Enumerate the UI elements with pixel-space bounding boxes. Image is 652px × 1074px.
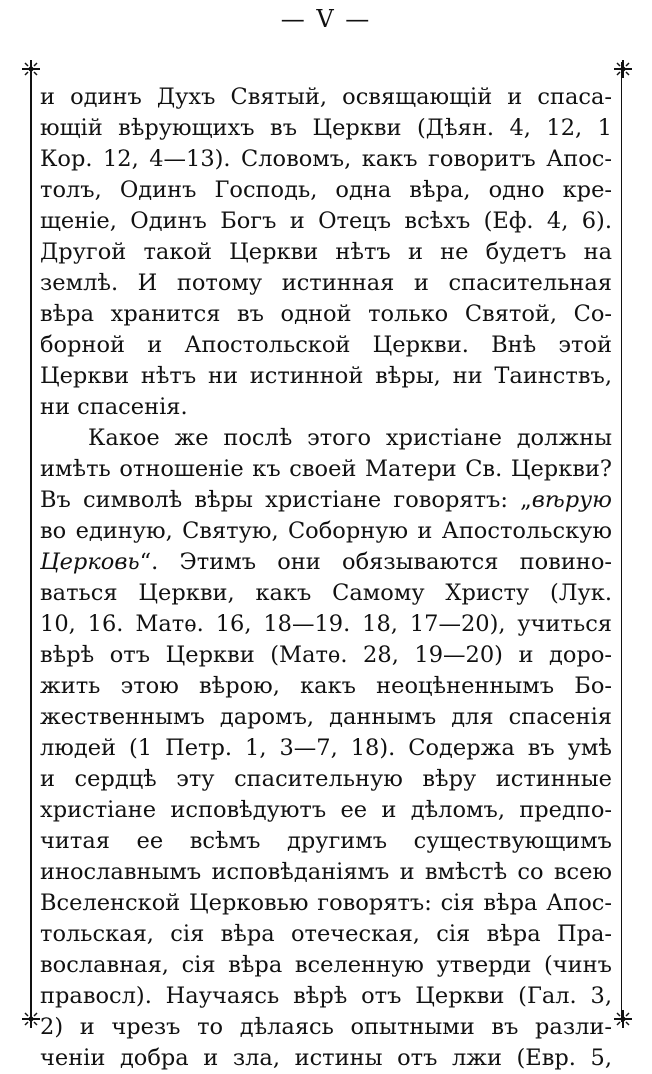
left-border-rule — [30, 62, 32, 1022]
text-line: Какое же послѣ этого христіане должны — [88, 425, 612, 451]
bottom-left-ornament-icon — [20, 1008, 42, 1030]
page-number: — V — — [280, 5, 372, 33]
text-segment: Въ символѣ вѣры христіане говорятъ: „ — [40, 487, 532, 513]
text-line: Другой такой Церкви нѣтъ и не будетъ на — [40, 239, 612, 265]
text-line: жественнымъ даромъ, даннымъ для спасенія — [40, 704, 612, 730]
text-line: щеніе, Одинъ Богъ и Отецъ всѣхъ (Еф. 4, 6). — [40, 208, 612, 234]
text-line: вѣра хранится въ одной только Святой, Со- — [40, 301, 612, 327]
text-line: имѣть отношеніе къ своей Матери Св. Церкви? — [40, 456, 612, 482]
text-line: людей (1 Петр. 1, 3—7, 18). Содержа въ умѣ — [40, 735, 612, 761]
text-line: тольская, сія вѣра отеческая, сія вѣра Пра- — [40, 921, 612, 947]
text-line: и одинъ Духъ Святый, освящающій и спаса- — [40, 84, 612, 110]
italic-quote: вѣрую — [531, 487, 612, 513]
text-line: вѣрѣ отъ Церкви (Матѳ. 28, 19—20) и доро- — [40, 642, 612, 668]
text-line: Вселенской Церковью говорятъ: сія вѣра Апос- — [40, 890, 612, 916]
text-line: Кор. 12, 4—13). Словомъ, какъ говоритъ Апос- — [40, 146, 612, 172]
text-line: христіане исповѣдуютъ ее и дѣломъ, предпо- — [40, 797, 612, 823]
text-line: ни спасенія. — [40, 394, 188, 420]
text-segment: “. Этимъ они обязываются повино- — [139, 549, 612, 575]
text-line: ющій вѣрующихъ въ Церкви (Дѣян. 4, 12, 1 — [40, 115, 612, 141]
text-line: толъ, Одинъ Господь, одна вѣра, одно кре- — [40, 177, 612, 203]
right-border-rule — [621, 62, 623, 1022]
text-line: 2) и чрезъ то дѣлаясь опытными въ разли- — [40, 1014, 612, 1040]
text-line: инославнымъ исповѣданіямъ и вмѣстѣ со всею — [40, 859, 612, 885]
text-line: ваться Церкви, какъ Самому Христу (Лук. — [40, 580, 612, 606]
text-line — [40, 485, 612, 516]
body-text — [40, 82, 612, 1074]
bottom-right-ornament-icon — [612, 1008, 634, 1030]
italic-quote-line: во единую, Святую, Соборную и Апостольскую — [40, 518, 612, 544]
text-line — [40, 547, 612, 578]
text-line: борной и Апостольской Церкви. Внѣ этой — [40, 332, 612, 358]
text-line: вославная, сія вѣра вселенную утверди (чинъ — [40, 952, 612, 978]
top-right-ornament-icon — [612, 58, 634, 80]
text-line: 10, 16. Матѳ. 16, 18—19. 18, 17—20), учиться — [40, 611, 612, 637]
text-line: жить этою вѣрою, какъ неоцѣненнымъ Бо- — [40, 673, 612, 699]
text-line: и сердцѣ эту спасительную вѣру истинные — [40, 766, 612, 792]
top-left-ornament-icon — [20, 58, 42, 80]
text-line: читая ее всѣмъ другимъ существующимъ — [40, 828, 612, 854]
text-line: Церкви нѣтъ ни истинной вѣры, ни Таинствъ, — [40, 363, 612, 389]
italic-quote: Церковь — [40, 549, 140, 575]
text-line: землѣ. И потому истинная и спасительная — [40, 270, 612, 296]
text-line: ченіи добра и зла, истины отъ лжи (Евр. 5, — [40, 1045, 612, 1071]
text-line: правосл). Научаясь вѣрѣ отъ Церкви (Гал. 3, — [40, 983, 612, 1009]
